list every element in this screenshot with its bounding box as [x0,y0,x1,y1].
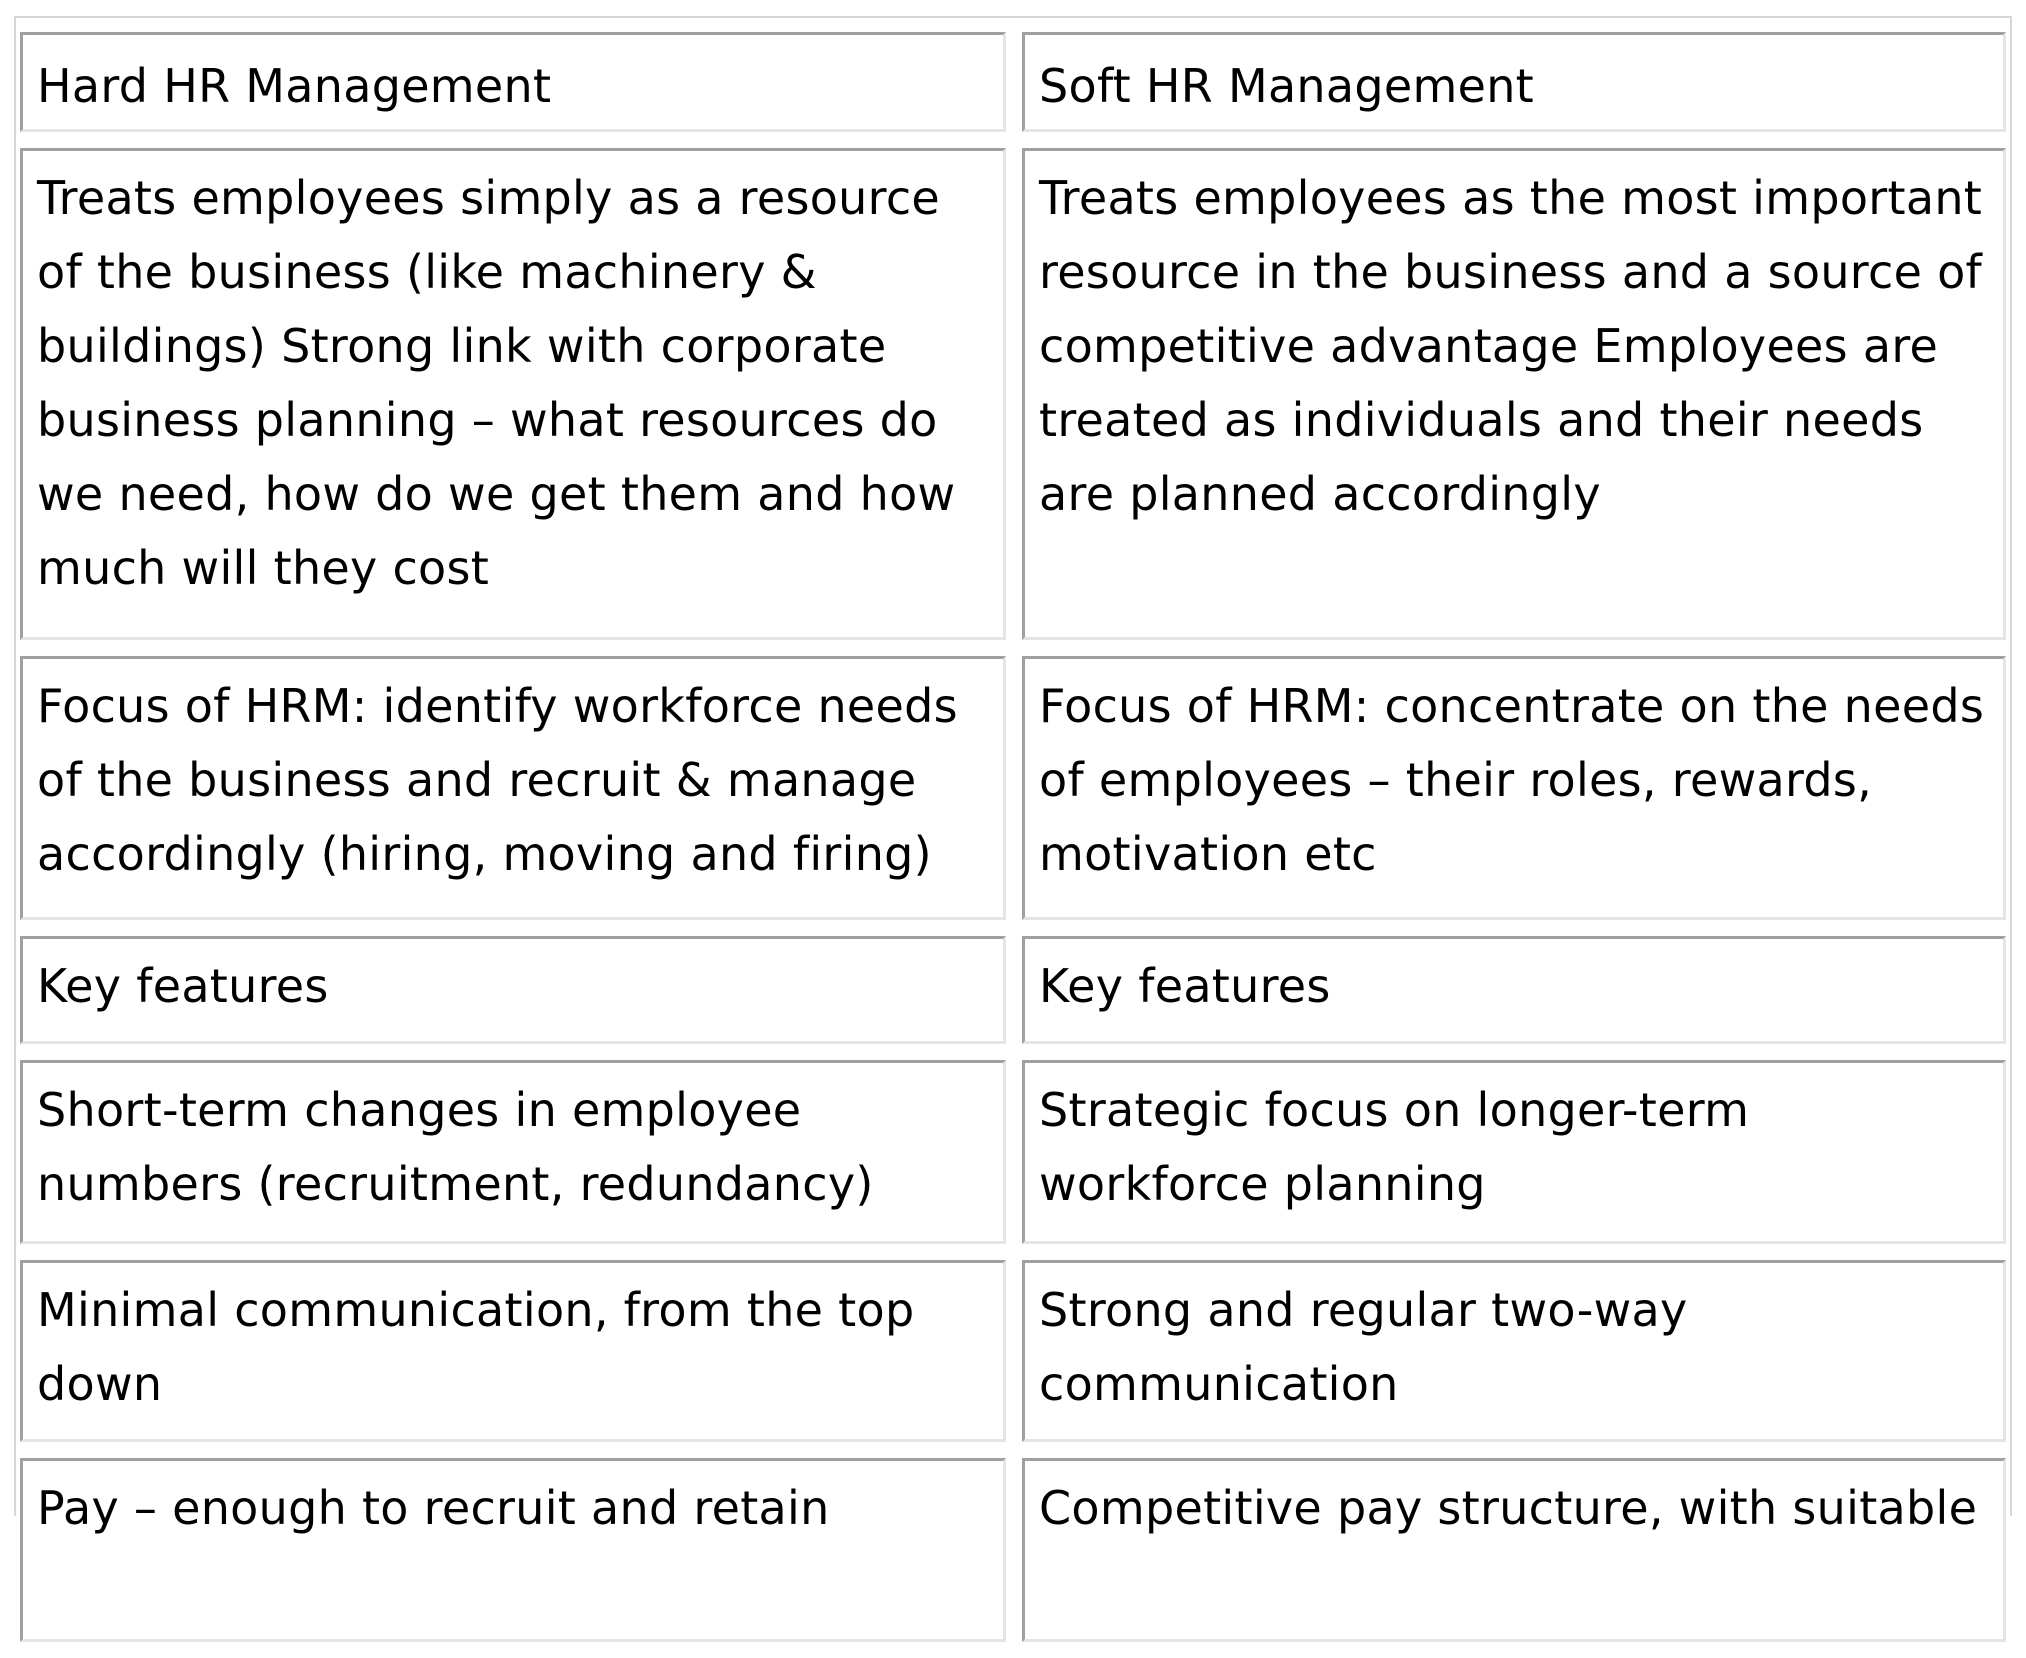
cell-soft-planning: Strategic focus on longer-term workforce planning [1022,1060,2006,1244]
table-row [20,1060,2006,1244]
cell-soft-resource: Treats employees as the most important resource in the business and a source of competitive advantage Employees are treated as individuals and their needs are planned accordingly [1022,148,2006,640]
cell-hard-communication: Minimal communication, from the top down [20,1260,1006,1442]
cell-soft-focus: Focus of HRM: concentrate on the needs of employees – their roles, rewards, motivation etc [1022,656,2006,920]
cell-hard-key-features: Key features [20,936,1006,1044]
table-row [20,936,2006,1044]
table-row [20,1260,2006,1442]
cell-soft-key-features: Key features [1022,936,2006,1044]
table-row [20,148,2006,640]
header-soft-hr: Soft HR Management [1022,32,2006,132]
cell-hard-resource: Treats employees simply as a resource of the business (like machinery & buildings) Strong link with corporate business planning – what resources do we need, how do we get them and how much will they cost [20,148,1006,640]
hrm-comparison-table [4,16,2022,1658]
cell-hard-changes: Short-term changes in employee numbers (recruitment, redundancy) [20,1060,1006,1244]
table-row [20,1458,2006,1642]
cell-hard-focus: Focus of HRM: identify workforce needs of the business and recruit & manage accordingly (hiring, moving and firing) [20,656,1006,920]
cell-hard-pay: Pay – enough to recruit and retain [20,1458,1006,1642]
header-hard-hr: Hard HR Management [20,32,1006,132]
table-header-row [20,32,2006,132]
cell-soft-communication: Strong and regular two-way communication [1022,1260,2006,1442]
cell-soft-pay: Competitive pay structure, with suitable [1022,1458,2006,1642]
table-row [20,656,2006,920]
